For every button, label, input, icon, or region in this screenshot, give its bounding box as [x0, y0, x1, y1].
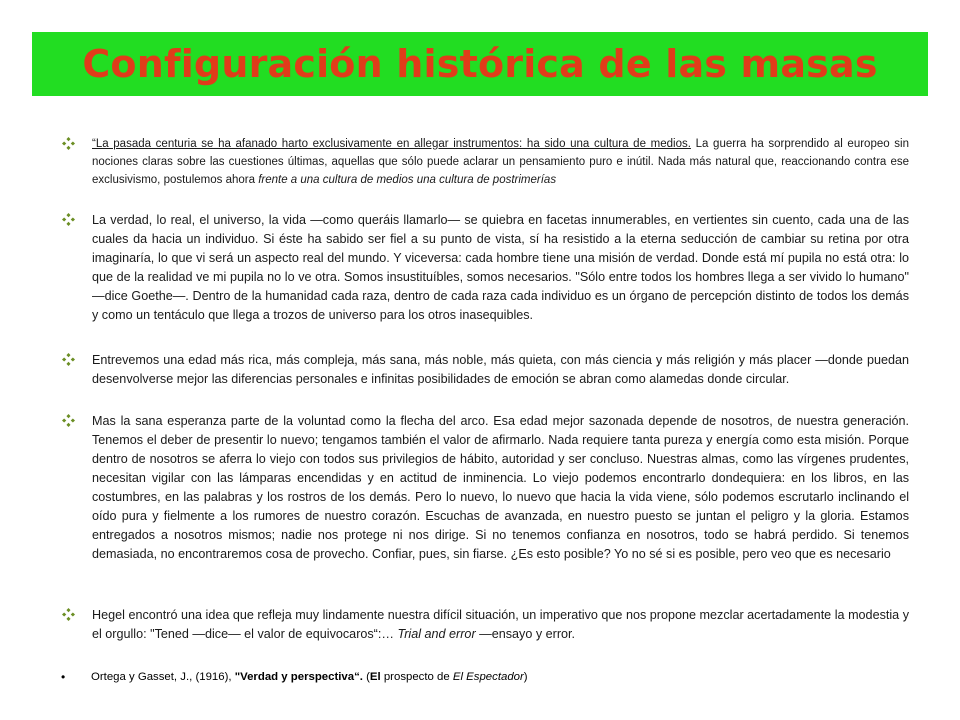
- diamond-bullet-icon: [61, 607, 75, 621]
- title-banner: [32, 32, 928, 96]
- citation-end: ): [523, 671, 528, 683]
- diamond-bullet-icon: [61, 212, 75, 226]
- bullet-text: La verdad, lo real, el universo, la vida —como queráis llamarlo— se quiebra en facetas innumerables, en vertientes sin cuento, cada una de las cuales da hacia un individuo. Si éste ha sabido ser fiel a su punto de vista, sí ha resistido a la eterna seducción de cambiar su retina por otra imaginaría, lo que vi será un aspecto real del mundo. Y viceversa: cada hombre tiene una misión de verdad. Donde está mí pupila no está otra: lo que de la realidad ve mi pupila no lo ve otra. Somos insustituíbles, somos necesarios. "Sólo entre todos los hombres llega a ser vivido lo humano" —dice Goethe—. Dentro de la humanidad cada raza, dentro de cada raza cada individuo es un órgano de percepción distinto de todos los demás y como un tentáculo que llega a trozos de universo para los otros inasequibles.: [92, 213, 909, 322]
- bullet-item-3: [61, 351, 909, 389]
- bullet-item-2: [61, 211, 909, 325]
- slide-title: Configuración histórica de las masas: [82, 42, 878, 86]
- underlined-quote: “La pasada centuria se ha afanado harto exclusivamente en allegar instrumentos: ha sido una cultura de medios.: [92, 138, 691, 150]
- bullet-tail: —ensayo y error.: [475, 627, 576, 641]
- bullet-text: Mas la sana esperanza parte de la voluntad como la flecha del arco. Esa edad mejor sazonada depende de nosotros, de nuestra generación. Tenemos el deber de presentir lo nuevo; tengamos también el valor de afirmarlo. Nada requiere tanta pureza y energía como esta misión. Porque dentro de nosotros se aferra lo viejo con todos sus privilegios de hábito, autoridad y ser concluso. Nuestras almas, como las vírgenes prudentes, necesitan vigilar con las lámparas encendidas y en actitud de inminencia. Lo viejo podemos encontrarlo dondequiera: en los libros, en las costumbres, en las palabras y los rostros de los demás. Pero lo nuevo, lo nuevo que hacia la vida viene, sólo podemos escrutarlo inclinando el oído pura y fielmente a los rumores de nuestro corazón. Escuchas de avanzada, en nuestro puesto se juntan el peligro y la gloria. Estamos entregados a nosotros mismos; nadie nos protege ni nos dirige. Si no tenemos confianza en nosotros, todo se habrá perdido. Si tenemos demasiada, no encontraremos cosa de provecho. Confiar, pues, sin fiarse. ¿Es esto posible? Yo no sé si es posible, pero veo que es necesario: [92, 414, 909, 561]
- citation-el: El: [369, 671, 381, 683]
- citation-author: Ortega y Gasset, J., (1916),: [91, 671, 235, 683]
- diamond-bullet-icon: [61, 136, 75, 150]
- diamond-bullet-icon: [61, 352, 75, 366]
- citation-source: El Espectador: [452, 671, 524, 683]
- bullet-item-5: [61, 606, 909, 644]
- citation-title: "Verdad y perspectiva“.: [234, 671, 363, 683]
- citation: [61, 669, 911, 685]
- bullet-text: [92, 135, 909, 190]
- diamond-bullet-icon: [61, 413, 75, 427]
- italic-phrase: frente a una cultura de medios una cultura de postrimerías: [258, 174, 557, 187]
- bullet-body: Hegel encontró una idea que refleja muy lindamente nuestra difícil situación, un imperativo que nos propone mezclar acertadamente la modestia y el orgullo: "Tened —dice— el valor de equivocaros“:…: [92, 608, 909, 641]
- round-bullet-icon: •: [61, 670, 66, 684]
- bullet-item-4: [61, 412, 909, 564]
- citation-paren: (: [362, 671, 370, 683]
- italic-phrase: Trial and error: [397, 627, 476, 641]
- bullet-text: [92, 606, 909, 644]
- bullet-body: La guerra ha sorprendido al europeo sin nociones claras sobre las cuestiones últimas, aquellas que sólo puede aclarar un pensamiento puro e inútil. Nada más natural que, reaccionando contra ese exclusivismo, postulemos ahora: [92, 138, 910, 187]
- citation-text: [91, 669, 528, 685]
- bullet-text: Entrevemos una edad más rica, más compleja, más sana, más noble, más quieta, con más ciencia y más religión y más placer —donde puedan desenvolverse mejor las diferencias personales e infinitas posibilidades de emoción se abran como alamedas donde circular.: [92, 353, 909, 386]
- bullet-item-1: [61, 135, 909, 190]
- citation-middle: prospecto de: [380, 671, 453, 683]
